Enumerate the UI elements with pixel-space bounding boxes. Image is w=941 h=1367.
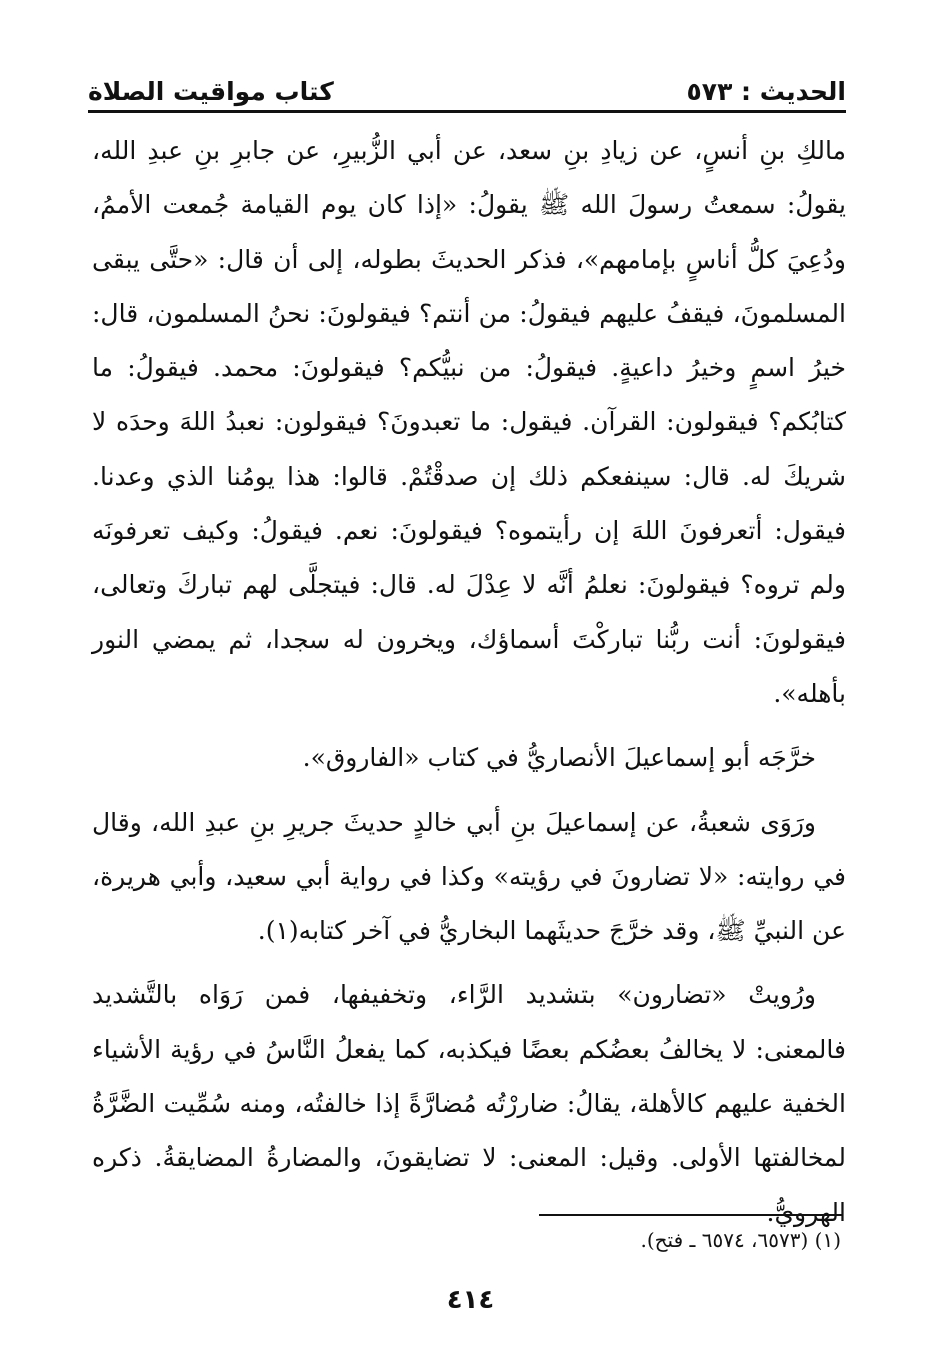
paragraph-explanation: ورُويتْ «تضارون» بتشديد الرَّاء، وتخفيفها، فمن رَوَاه بالتَّشديد فالمعنى: لا يخالفُ بعضُكم بعضًا فيكذبه، كما يفعلُ النَّاسُ في رؤية الأشياء الخفية عليهم كالأهلة، يقالُ: ضاررْتُه مُضارَّةً إذا خالفتُه، ومنه سُمِّيت الضَّرَّةُ لمخالفتها الأولى. وقيل: المعنى: لا تضايقونَ، والمضارةُ المضايقةُ. ذكره الهرويُّ. <box>92 980 846 1227</box>
hadith-number-label: الحديث : ٥٧٣ <box>686 77 846 106</box>
book-title: كتاب مواقيت الصلاة <box>88 77 334 106</box>
footnote-rule <box>539 1214 842 1216</box>
header-rule <box>88 110 846 113</box>
footnote: (١) (٦٥٧٣، ٦٥٧٤ ـ فتح). <box>640 1228 841 1252</box>
page-number: ٤١٤ <box>446 1285 495 1315</box>
paragraph-source: خرَّجَه أبو إسماعيلَ الأنصاريُّ في كتاب «الفاروق». <box>302 743 816 773</box>
paragraph-shuba-narration: ورَوَى شعبةُ، عن إسماعيلَ بنِ أبي خالدٍ حديثَ جريرِ بنِ عبدِ الله، وقال في روايته: «لا تضارونَ في رؤيته» وكذا في رواية أبي سعيد، وأبي هريرة، عن النبيِّ ﷺ، وقد خرَّجَ حديثَهما البخاريُّ في آخر كتابه(١). <box>92 807 846 946</box>
page-header <box>88 62 846 106</box>
body-text <box>92 124 846 1250</box>
paragraph-hadith-text: مالكِ بنِ أنسٍ، عن زيادِ بنِ سعد، عن أبي الزُّبيرِ، عن جابرِ بنِ عبدِ الله، يقولُ: سمعتُ رسولَ الله ﷺ يقولُ: «إذا كان يوم القيامة جُمعت الأممُ، ودُعِيَ كلُّ أناسٍ بإمامهم»، فذكر الحديثَ بطوله، إلى أن قال: «حتَّى يبقى المسلمونَ، فيقفُ عليهم فيقولُ: من أنتم؟ فيقولونَ: نحنُ المسلمون، قال: خيرُ اسمٍ وخيرُ داعيةٍ. فيقولُ: من نبيُّكم؟ فيقولونَ: محمد. فيقولُ: ما كتابُكم؟ فيقولون: القرآن. فيقول: ما تعبدونَ؟ فيقولون: نعبدُ اللهَ وحدَه لا شريكَ له. قال: سينفعكم ذلك إن صدقْتُمْ. قالوا: هذا يومُنا الذي وعدنا. فيقول: أتعرفونَ اللهَ إن رأيتموه؟ فيقولونَ: نعم. فيقولُ: وكيف تعرفونَه ولم تروه؟ فيقولونَ: نعلمُ أنَّه لا عِدْلَ له. قال: فيتجلَّى لهم تباركَ وتعالى، فيقولونَ: أنت ربُّنا تباركْتَ أسماؤك، ويخرون له سجدا، ثم يمضي النور بأهله». <box>92 136 847 708</box>
